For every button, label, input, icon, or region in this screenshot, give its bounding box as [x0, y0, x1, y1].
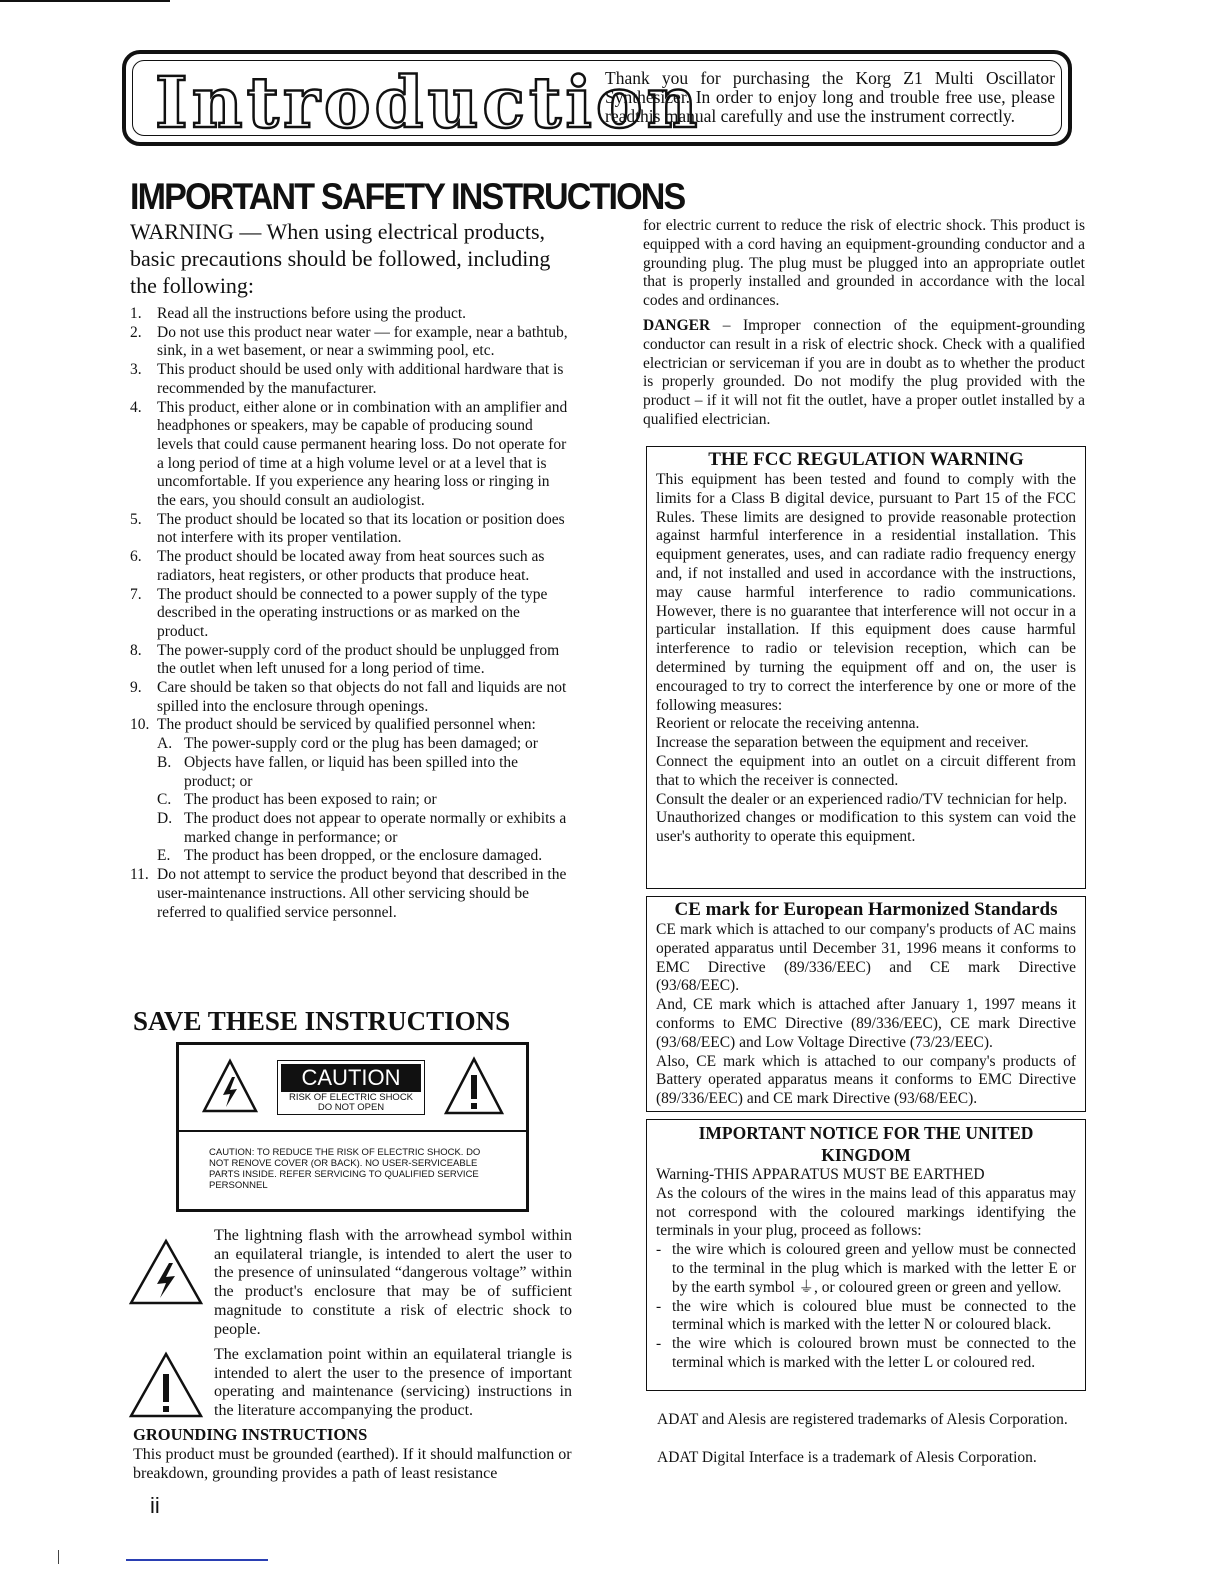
- top-rule: [0, 0, 170, 2]
- list-item: 3. This product should be used only with additional hardware that is recommended by the manufacturer.: [130, 361, 564, 397]
- sub-list-item: A. The power-supply cord or the plug has been damaged; or: [157, 735, 538, 753]
- list-item: 5. The product should be located so that its location or position does not interfere with its proper ventilation.: [130, 510, 565, 547]
- uk-notice-box: [646, 1119, 1086, 1391]
- list-item: - the wire which is coloured brown must be connected to the terminal which is marked with the letter L or coloured red.: [656, 1335, 1076, 1371]
- fcc-title: THE FCC REGULATION WARNING: [708, 449, 1024, 470]
- list-item: 10. The product should be serviced by qualified personnel when:: [130, 716, 536, 734]
- caution-word: CAUTION: [281, 1064, 421, 1092]
- list-item: 1. Read all the instructions before using the product.: [130, 305, 467, 322]
- caution-label: [176, 1042, 529, 1212]
- sub-list-item: C. The product has been exposed to rain; or: [157, 791, 437, 809]
- trademark-note: ADAT and Alesis are registered trademarks of Alesis Corporation.: [657, 1411, 1068, 1428]
- uk-intro: As the colours of the wires in the mains lead of this apparatus may not correspond with the coloured markings identifying the terminals in your plug, proceed as follows:: [656, 1184, 1076, 1240]
- ce-paragraph: CE mark which is attached to our company's products of AC mains operated apparatus until December 31, 1996 means it conforms to EMC Directive (89/336/EEC) and CE mark Directive (93/68/EEC).: [656, 921, 1076, 995]
- lightning-symbol-icon: [128, 1237, 204, 1307]
- caution-risk-text: RISK OF ELECTRIC SHOCK DO NOT OPEN: [288, 1092, 414, 1113]
- list-item: - the wire which is coloured blue must be connected to the terminal which is marked with the letter N or coloured black.: [656, 1297, 1076, 1334]
- lightning-explanation: The lightning flash with the arrowhead symbol within an equilateral triangle, is intended to alert the user to the presence of uninsulated “dangerous voltage” within the product's enclosure that may be of sufficient magnitude to constitute a risk of electric shock to people.: [214, 1227, 572, 1338]
- safety-rules-list: [130, 305, 572, 922]
- fcc-warning-box: [646, 446, 1086, 889]
- warning-label: WARNING: [130, 219, 234, 244]
- save-heading: SAVE THESE INSTRUCTIONS: [133, 1006, 511, 1036]
- sub-list-item: B. Objects have fallen, or liquid has been spilled into the product; or: [157, 753, 519, 790]
- ce-mark-box: [646, 896, 1086, 1112]
- list-item: Unauthorized changes or modification to this system can void the user's authority to operate this equipment.: [656, 809, 1076, 846]
- lightning-warning-icon: [201, 1057, 259, 1115]
- grounding-text: This product must be grounded (earthed). If it should malfunction or breakdown, grounding provides a path of least resistance: [133, 1446, 572, 1482]
- trademark-note: ADAT Digital Interface is a trademark of Alesis Corporation.: [657, 1449, 1037, 1466]
- list-item: 2. Do not use this product near water — for example, near a bathtub, sink, in a wet basement, or near a swimming pool, etc.: [130, 323, 568, 360]
- list-item: Reorient or relocate the receiving antenna.: [656, 715, 920, 733]
- list-item: 9. Care should be taken so that objects do not fall and liquids are not spilled into the enclosure through openings.: [130, 679, 567, 715]
- exclamation-warning-icon: [443, 1055, 505, 1117]
- warning-paragraph: [130, 218, 575, 299]
- uk-title: IMPORTANT NOTICE FOR THE UNITED KINGDOM: [698, 1123, 1034, 1165]
- sub-list-item: D. The product does not appear to operate normally or exhibits a marked change in performance; or: [157, 809, 567, 846]
- intro-banner: [122, 50, 1072, 146]
- list-item: 11. Do not attempt to service the product beyond that described in the user-maintenance instructions. All other servicing should be referred to qualified service personnel.: [130, 866, 567, 921]
- ce-title: CE mark for European Harmonized Standards: [674, 899, 1058, 920]
- uk-warning: Warning-THIS APPARATUS MUST BE EARTHED: [656, 1166, 985, 1183]
- danger-text: – Improper connection of the equipment-grounding conductor can result in a risk of electric shock. Check with a qualified electrician or serviceman if you are in doubt as to whether the product is properly grounded. Do not modify the plug provided with the product – if it will not fit the outlet, have a proper outlet installed by a qualified electrician.: [643, 317, 1085, 428]
- list-item: - the wire which is coloured green and yellow must be connected to the terminal in the plug which is marked with the letter E or by the earth symbol ⏚, or coloured green or green and yellow.: [656, 1241, 1076, 1296]
- ce-paragraph: And, CE mark which is attached after January 1, 1997 means it conforms to EMC Directive (89/336/EEC), CE mark Directive (93/68/EEC) and Low Voltage Directive (73/23/EEC).: [656, 996, 1076, 1051]
- exclamation-symbol-icon: [128, 1350, 204, 1420]
- list-item: Consult the dealer or an experienced radio/TV technician for help.: [656, 790, 1068, 808]
- fcc-body: This equipment has been tested and found to comply with the limits for a Class B digital device, pursuant to Part 15 of the FCC Rules. These limits are designed to provide reasonable protection against harmful interference in a residential installation. This equipment generates, uses, and can radiate radio frequency energy and, if not installed and used in accordance with the instructions, may cause harmful interference to radio communications. However, there is no guarantee that interference will not occur in a particular installation. If this equipment does cause harmful interference to radio or television reception, which can be determined by turning the equipment off and on, the user is encouraged to try to correct the interference by one or more of the following measures:: [656, 471, 1076, 714]
- list-item: 8. The power-supply cord of the product should be unplugged from the outlet when left unused for a long period of time.: [130, 641, 560, 678]
- grounding-continued: for electric current to reduce the risk of electric shock. This product is equipped with a cord having an equipment-grounding conductor and a grounding plug. The plug must be plugged into an appropriate outlet that is properly installed and grounded in accordance with the local codes and ordinances.: [643, 217, 1085, 310]
- warning-text: — When using electrical products, basic precautions should be followed, including the following:: [130, 219, 551, 298]
- bottom-rule: [126, 1559, 268, 1561]
- exclamation-explanation: The exclamation point within an equilateral triangle is intended to alert the user to the presence of important operating and maintenance (servicing) instructions in the literature accompanying the product.: [214, 1346, 572, 1420]
- list-item: 7. The product should be connected to a power supply of the type described in the operating instructions or as marked on the product.: [130, 585, 548, 640]
- sub-list-item: E. The product has been dropped, or the enclosure damaged.: [157, 847, 543, 865]
- danger-paragraph: [643, 317, 1085, 430]
- edge-mark: [58, 1550, 59, 1564]
- list-item: Increase the separation between the equipment and receiver.: [656, 734, 1029, 752]
- caution-plate: [277, 1060, 425, 1115]
- ce-paragraph: Also, CE mark which is attached to our company's products of Battery operated apparatus means it conforms to EMC Directive (89/336/EEC) and CE mark Directive (93/68/EEC).: [656, 1052, 1076, 1108]
- list-item: 4. This product, either alone or in combination with an amplifier and headphones or speakers, may be capable of producing sound levels that could cause permanent hearing loss. Do not operate for a long period of time at a high volume level or at a level that is uncomfortable. If you experience any hearing loss or ringing in the ears, you should consult an audiologist.: [130, 398, 568, 510]
- caution-note: CAUTION: TO REDUCE THE RISK OF ELECTRIC SHOCK. DO NOT RENOVE COVER (OR BACK). NO USER-SERVICEABLE PARTS INSIDE. REFER SERVICING TO QUALIFIED SERVICE PERSONNEL: [209, 1147, 481, 1191]
- intro-text: Thank you for purchasing the Korg Z1 Multi Oscillator Synthesizer. In order to enjoy long and trouble free use, please readthis manual carefully and use the instrument correctly.: [605, 68, 1055, 126]
- grounding-heading: GROUNDING INSTRUCTIONS: [133, 1425, 368, 1444]
- caution-divider: [179, 1130, 526, 1132]
- page-number: ii: [150, 1493, 160, 1518]
- page-title: Introduction: [155, 61, 702, 144]
- banner-inner-frame: [132, 60, 1062, 144]
- safety-heading: IMPORTANT SAFETY INSTRUCTIONS: [130, 176, 685, 217]
- danger-label: DANGER: [643, 317, 711, 334]
- list-item: Connect the equipment into an outlet on a circuit different from that to which the receiver is connected.: [656, 752, 1076, 789]
- list-item: 6. The product should be located away from heat sources such as radiators, heat registers, or other products that produce heat.: [130, 548, 545, 584]
